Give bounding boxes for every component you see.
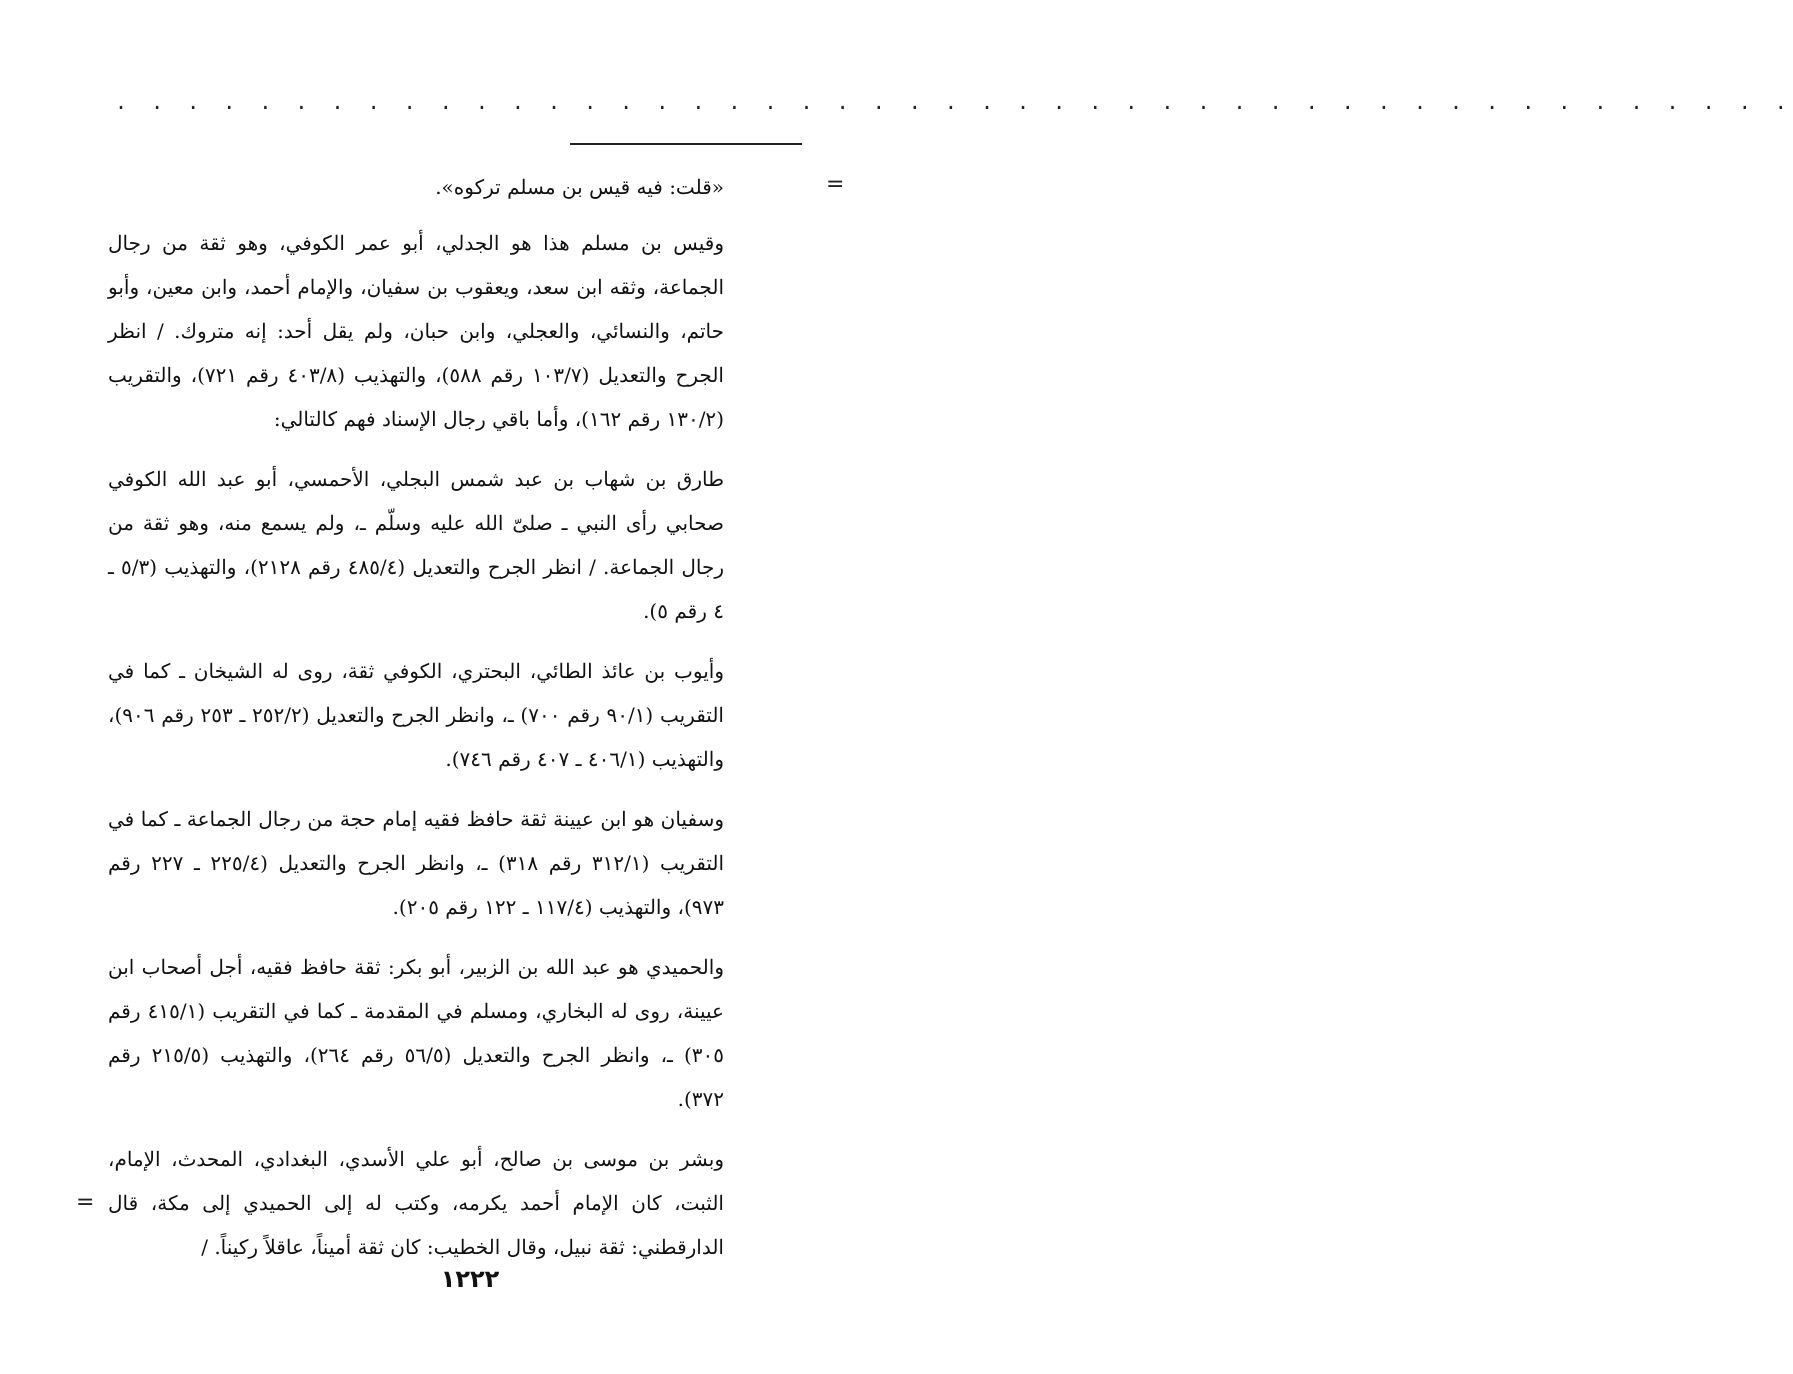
paragraph-ayyub: وأيوب بن عائذ الطائي، البحتري، الكوفي ثقة، روى له الشيخان ـ كما في التقريب (٩٠/١ رقم ٧٠٠) ـ، وانظر الجرح والتعديل (٢٥٢/٢ ـ ٢٥٣ رقم ٩٠٦)، والتهذيب (٤٠٦/١ ـ ٤٠٧ رقم ٧٤٦). <box>108 659 724 771</box>
dotted-separator: . . . . . . . . . . . . . . . . . . . . . . . . . . . . . . . . . . . . . . . . . . . . . . . <box>115 90 1793 114</box>
paragraph-qays: وقيس بن مسلم هذا هو الجدلي، أبو عمر الكوفي، وهو ثقة من رجال الجماعة، وثقه ابن سعد، ويعقوب بن سفيان، والإمام أحمد، وابن معين، وأبو حاتم، والنسائي، والعجلي، وابن حبان، ولم يقل أحد: إنه متروك. / انظر الجرح والتعديل (١٠٣/٧ رقم ٥٨٨)، والتهذيب (٤٠٣/٨ رقم ٧٢١)، والتقريب (١٣٠/٢ رقم ١٦٢)، وأما باقي رجال الإسناد فهم كالتالي: <box>108 231 724 431</box>
footnote-body <box>108 165 724 1285</box>
paragraph-tariq: طارق بن شهاب بن عبد شمس البجلي، الأحمسي، أبو عبد الله الكوفي صحابي رأى النبي ـ صلىّ الله عليه وسلّم ـ، ولم يسمع منه، وهو ثقة من رجال الجماعة. / انظر الجرح والتعديل (٤٨٥/٤ رقم ٢١٢٨)، والتهذيب (٥/٣ ـ ٤ رقم ٥). <box>108 467 725 623</box>
paragraph-sufyan: وسفيان هو ابن عيينة ثقة حافظ فقيه إمام حجة من رجال الجماعة ـ كما في التقريب (٣١٢/١ رقم ٣١٨) ـ، وانظر الجرح والتعديل (٢٢٥/٤ ـ ٢٢٧ رقم ٩٧٣)، والتهذيب (١١٧/٤ ـ ١٢٢ رقم ٢٠٥). <box>108 807 725 919</box>
footnote-rule <box>570 143 802 145</box>
paragraph-quote: «قلت: فيه قيس بن مسلم تركوه». <box>435 175 724 199</box>
continuation-mark-bottom: = <box>76 1190 95 1215</box>
page-number: ١٢٢٢ <box>440 1265 500 1293</box>
continuation-mark-top: = <box>826 172 845 197</box>
paragraph-humaydi: والحميدي هو عبد الله بن الزبير، أبو بكر: ثقة حافظ فقيه، أجل أصحاب ابن عيينة، روى له البخاري، ومسلم في المقدمة ـ كما في التقريب (٤١٥/١ رقم ٣٠٥) ـ، وانظر الجرح والتعديل (٥٦/٥ رقم ٢٦٤)، والتهذيب (٢١٥/٥ رقم ٣٧٢). <box>108 955 725 1111</box>
paragraph-bishr: وبشر بن موسى بن صالح، أبو علي الأسدي، البغدادي، المحدث، الإمام، الثبت، كان الإمام أحمد يكرمه، وكتب له إلى الحميدي إلى مكة، قال الدارقطني: ثقة نبيل، وقال الخطيب: كان ثقة أميناً، عاقلاً ركيناً. / <box>108 1147 724 1259</box>
